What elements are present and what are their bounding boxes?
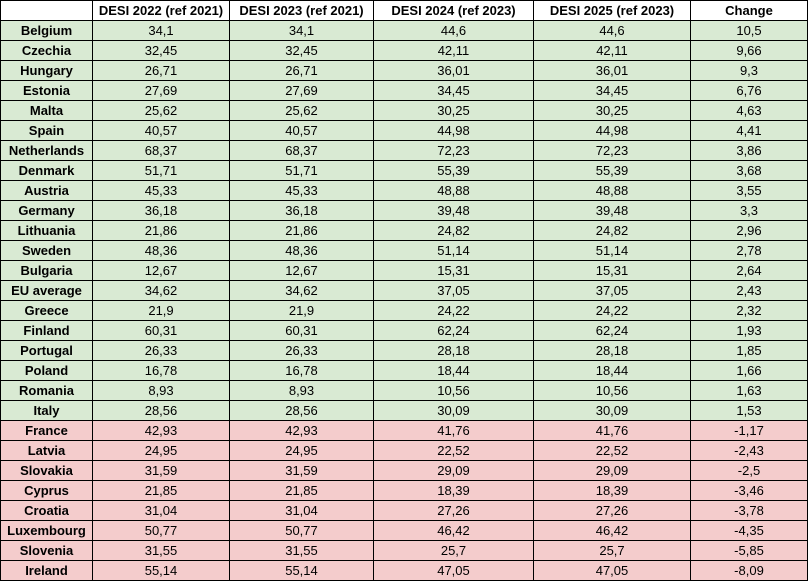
desi-2023-cell: 40,57 [230,121,374,141]
table-row [1,381,808,401]
desi-2022-cell: 8,93 [93,381,230,401]
change-cell: 2,43 [691,281,808,301]
desi-2025-cell: 46,42 [534,521,691,541]
change-cell: 1,85 [691,341,808,361]
table-row [1,501,808,521]
table-row [1,221,808,241]
header-desi-2023: DESI 2023 (ref 2021) [230,1,374,21]
desi-2023-cell: 32,45 [230,41,374,61]
desi-2025-cell: 44,6 [534,21,691,41]
table-row [1,441,808,461]
desi-2022-cell: 21,85 [93,481,230,501]
desi-2025-cell: 30,25 [534,101,691,121]
desi-2023-cell: 55,14 [230,561,374,581]
desi-2022-cell: 55,14 [93,561,230,581]
desi-2024-cell: 29,09 [374,461,534,481]
country-cell: Poland [1,361,93,381]
table-row [1,321,808,341]
desi-2024-cell: 15,31 [374,261,534,281]
desi-2023-cell: 42,93 [230,421,374,441]
country-cell: Sweden [1,241,93,261]
header-change: Change [691,1,808,21]
header-row [1,1,808,21]
desi-2025-cell: 72,23 [534,141,691,161]
desi-2024-cell: 28,18 [374,341,534,361]
desi-2024-cell: 41,76 [374,421,534,441]
desi-2024-cell: 30,09 [374,401,534,421]
change-cell: 9,66 [691,41,808,61]
table-row [1,181,808,201]
desi-2023-cell: 28,56 [230,401,374,421]
change-cell: -4,35 [691,521,808,541]
desi-2023-cell: 27,69 [230,81,374,101]
desi-2024-cell: 25,7 [374,541,534,561]
country-cell: Italy [1,401,93,421]
country-cell: Slovakia [1,461,93,481]
country-cell: Ireland [1,561,93,581]
country-cell: Germany [1,201,93,221]
desi-2022-cell: 26,33 [93,341,230,361]
table-row [1,261,808,281]
change-cell: -8,09 [691,561,808,581]
country-cell: Netherlands [1,141,93,161]
desi-2024-cell: 10,56 [374,381,534,401]
desi-2022-cell: 31,04 [93,501,230,521]
desi-2024-cell: 27,26 [374,501,534,521]
table-row [1,201,808,221]
desi-2023-cell: 34,62 [230,281,374,301]
change-cell: 6,76 [691,81,808,101]
desi-2024-cell: 42,11 [374,41,534,61]
change-cell: 4,41 [691,121,808,141]
desi-2022-cell: 24,95 [93,441,230,461]
desi-2023-cell: 31,04 [230,501,374,521]
change-cell: -3,78 [691,501,808,521]
desi-2025-cell: 24,82 [534,221,691,241]
country-cell: Luxembourg [1,521,93,541]
desi-2023-cell: 21,9 [230,301,374,321]
country-cell: Bulgaria [1,261,93,281]
change-cell: 2,96 [691,221,808,241]
table-row [1,81,808,101]
change-cell: 1,63 [691,381,808,401]
change-cell: 2,64 [691,261,808,281]
desi-2024-cell: 48,88 [374,181,534,201]
change-cell: 1,53 [691,401,808,421]
country-cell: EU average [1,281,93,301]
table-row [1,481,808,501]
table-row [1,41,808,61]
table-row [1,401,808,421]
table-row [1,361,808,381]
desi-2024-cell: 47,05 [374,561,534,581]
desi-2023-cell: 16,78 [230,361,374,381]
country-cell: Portugal [1,341,93,361]
desi-2023-cell: 24,95 [230,441,374,461]
desi-2022-cell: 40,57 [93,121,230,141]
change-cell: 4,63 [691,101,808,121]
country-cell: Spain [1,121,93,141]
desi-2022-cell: 60,31 [93,321,230,341]
desi-2024-cell: 18,44 [374,361,534,381]
desi-2023-cell: 45,33 [230,181,374,201]
desi-2025-cell: 41,76 [534,421,691,441]
desi-2024-cell: 55,39 [374,161,534,181]
table-row [1,61,808,81]
desi-2025-cell: 48,88 [534,181,691,201]
desi-2024-cell: 46,42 [374,521,534,541]
desi-2025-cell: 44,98 [534,121,691,141]
table-header [1,1,808,21]
desi-2025-cell: 34,45 [534,81,691,101]
country-cell: Greece [1,301,93,321]
desi-2022-cell: 12,67 [93,261,230,281]
country-cell: Cyprus [1,481,93,501]
table-row [1,241,808,261]
change-cell: 3,3 [691,201,808,221]
desi-2023-cell: 12,67 [230,261,374,281]
desi-2024-cell: 37,05 [374,281,534,301]
desi-2023-cell: 50,77 [230,521,374,541]
country-cell: Croatia [1,501,93,521]
desi-2024-cell: 24,82 [374,221,534,241]
desi-2024-cell: 44,6 [374,21,534,41]
change-cell: 2,32 [691,301,808,321]
country-cell: France [1,421,93,441]
change-cell: 3,86 [691,141,808,161]
header-desi-2022: DESI 2022 (ref 2021) [93,1,230,21]
desi-2023-cell: 60,31 [230,321,374,341]
desi-2025-cell: 15,31 [534,261,691,281]
desi-2024-cell: 51,14 [374,241,534,261]
desi-2022-cell: 34,1 [93,21,230,41]
desi-2022-cell: 68,37 [93,141,230,161]
change-cell: 1,93 [691,321,808,341]
header-desi-2025: DESI 2025 (ref 2023) [534,1,691,21]
desi-2022-cell: 21,9 [93,301,230,321]
desi-2025-cell: 47,05 [534,561,691,581]
desi-2022-cell: 25,62 [93,101,230,121]
desi-2024-cell: 24,22 [374,301,534,321]
desi-2023-cell: 36,18 [230,201,374,221]
desi-2025-cell: 30,09 [534,401,691,421]
desi-2022-cell: 51,71 [93,161,230,181]
desi-2023-cell: 8,93 [230,381,374,401]
desi-2025-cell: 10,56 [534,381,691,401]
change-cell: -2,5 [691,461,808,481]
table-row [1,421,808,441]
desi-2022-cell: 48,36 [93,241,230,261]
country-cell: Estonia [1,81,93,101]
desi-2025-cell: 62,24 [534,321,691,341]
desi-2024-cell: 34,45 [374,81,534,101]
table-row [1,101,808,121]
desi-2025-cell: 25,7 [534,541,691,561]
desi-2024-cell: 44,98 [374,121,534,141]
table-row [1,141,808,161]
desi-2022-cell: 45,33 [93,181,230,201]
desi-2025-cell: 18,39 [534,481,691,501]
country-cell: Czechia [1,41,93,61]
desi-2022-cell: 42,93 [93,421,230,441]
desi-2022-cell: 34,62 [93,281,230,301]
desi-2022-cell: 32,45 [93,41,230,61]
desi-2024-cell: 39,48 [374,201,534,221]
desi-2025-cell: 28,18 [534,341,691,361]
desi-2023-cell: 26,33 [230,341,374,361]
desi-2022-cell: 31,55 [93,541,230,561]
country-cell: Malta [1,101,93,121]
desi-2022-cell: 28,56 [93,401,230,421]
table-body [1,21,808,581]
desi-2025-cell: 29,09 [534,461,691,481]
desi-2025-cell: 55,39 [534,161,691,181]
desi-2025-cell: 24,22 [534,301,691,321]
change-cell: -3,46 [691,481,808,501]
desi-2023-cell: 68,37 [230,141,374,161]
country-cell: Hungary [1,61,93,81]
desi-2022-cell: 21,86 [93,221,230,241]
table-row [1,281,808,301]
country-cell: Finland [1,321,93,341]
desi-2025-cell: 42,11 [534,41,691,61]
desi-2023-cell: 26,71 [230,61,374,81]
desi-2023-cell: 51,71 [230,161,374,181]
desi-2023-cell: 31,59 [230,461,374,481]
desi-2025-cell: 39,48 [534,201,691,221]
desi-2024-cell: 30,25 [374,101,534,121]
change-cell: -5,85 [691,541,808,561]
table-row [1,161,808,181]
desi-2023-cell: 34,1 [230,21,374,41]
change-cell: 1,66 [691,361,808,381]
desi-2025-cell: 18,44 [534,361,691,381]
desi-2025-cell: 51,14 [534,241,691,261]
table-row [1,341,808,361]
country-cell: Slovenia [1,541,93,561]
desi-2022-cell: 36,18 [93,201,230,221]
desi-2025-cell: 37,05 [534,281,691,301]
table-row [1,121,808,141]
desi-2022-cell: 31,59 [93,461,230,481]
desi-2023-cell: 21,85 [230,481,374,501]
change-cell: -1,17 [691,421,808,441]
desi-2022-cell: 50,77 [93,521,230,541]
desi-2024-cell: 22,52 [374,441,534,461]
table-row [1,541,808,561]
desi-2025-cell: 22,52 [534,441,691,461]
change-cell: 9,3 [691,61,808,81]
change-cell: 3,55 [691,181,808,201]
table-row [1,461,808,481]
desi-2024-cell: 72,23 [374,141,534,161]
desi-2025-cell: 36,01 [534,61,691,81]
desi-2022-cell: 16,78 [93,361,230,381]
table-row [1,301,808,321]
country-cell: Austria [1,181,93,201]
desi-2024-cell: 18,39 [374,481,534,501]
desi-2024-cell: 62,24 [374,321,534,341]
change-cell: 10,5 [691,21,808,41]
desi-2023-cell: 21,86 [230,221,374,241]
country-cell: Romania [1,381,93,401]
table-row [1,21,808,41]
header-desi-2024: DESI 2024 (ref 2023) [374,1,534,21]
desi-2023-cell: 25,62 [230,101,374,121]
country-cell: Denmark [1,161,93,181]
header-country [1,1,93,21]
desi-2025-cell: 27,26 [534,501,691,521]
desi-2022-cell: 26,71 [93,61,230,81]
country-cell: Belgium [1,21,93,41]
desi-2022-cell: 27,69 [93,81,230,101]
desi-2024-cell: 36,01 [374,61,534,81]
change-cell: 3,68 [691,161,808,181]
desi-2023-cell: 31,55 [230,541,374,561]
desi-2023-cell: 48,36 [230,241,374,261]
country-cell: Lithuania [1,221,93,241]
change-cell: 2,78 [691,241,808,261]
table-row [1,561,808,581]
table-row [1,521,808,541]
change-cell: -2,43 [691,441,808,461]
country-cell: Latvia [1,441,93,461]
